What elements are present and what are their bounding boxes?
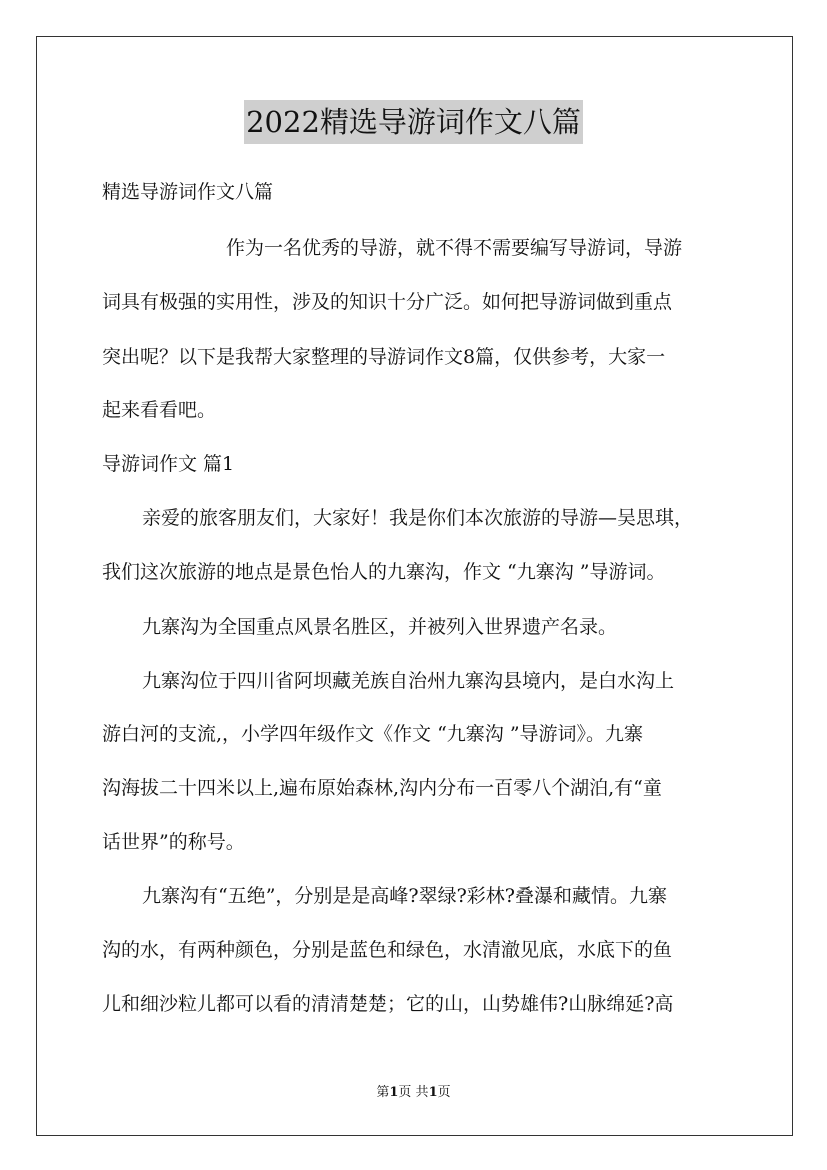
paragraph-line: 突出呢？以下是我帮大家整理的导游词作文8篇，仅供参考，大家一 bbox=[102, 346, 666, 368]
subtitle-line: 精选导游词作文八篇 bbox=[102, 181, 274, 203]
page-prefix: 第 bbox=[376, 1085, 390, 1100]
page-current: 1 bbox=[389, 1085, 399, 1100]
paragraph-line: 沟海拔二十四米以上,遍布原始森林,沟内分布一百零八个湖泊,有“童 bbox=[102, 777, 662, 799]
section-heading: 导游词作文 篇1 bbox=[102, 453, 235, 475]
page-mid: 页 共 bbox=[398, 1085, 429, 1100]
paragraph-line: 儿和细沙粒儿都可以看的清清楚楚；它的山，山势雄伟?山脉绵延?高 bbox=[102, 993, 674, 1015]
page-total: 1 bbox=[428, 1085, 438, 1100]
paragraph-line: 九寨沟位于四川省阿坝藏羌族自治州九寨沟县境内，是白水沟上 bbox=[142, 670, 675, 692]
paragraph-line: 话世界”的称号。 bbox=[102, 831, 245, 853]
document-title-wrap bbox=[0, 100, 827, 144]
page-footer bbox=[0, 1084, 827, 1102]
document-title: 2022精选导游词作文八篇 bbox=[244, 100, 583, 144]
paragraph-line: 九寨沟有“五绝”，分别是是高峰?翠绿?彩林?叠瀑和藏情。九寨 bbox=[142, 885, 667, 907]
paragraph-line: 亲爱的旅客朋友们，大家好！我是你们本次旅游的导游—吴思琪， bbox=[142, 507, 694, 529]
paragraph-line: 起来看看吧。 bbox=[102, 399, 217, 421]
paragraph-line: 沟的水，有两种颜色，分别是蓝色和绿色，水清澈见底，水底下的鱼 bbox=[102, 939, 673, 961]
paragraph-line: 游白河的支流,，小学四年级作文《作文 “九寨沟 ”导游词》。九寨 bbox=[102, 723, 644, 745]
paragraph-line: 作为一名优秀的导游，就不得不需要编写导游词，导游 bbox=[226, 237, 683, 259]
paragraph-line: 我们这次旅游的地点是景色怡人的九寨沟，作文 “九寨沟 ”导游词。 bbox=[102, 561, 666, 583]
page-suffix: 页 bbox=[437, 1085, 451, 1100]
paragraph-line: 词具有极强的实用性，涉及的知识十分广泛。如何把导游词做到重点 bbox=[102, 291, 673, 313]
paragraph-line: 九寨沟为全国重点风景名胜区，并被列入世界遗产名录。 bbox=[142, 616, 618, 638]
